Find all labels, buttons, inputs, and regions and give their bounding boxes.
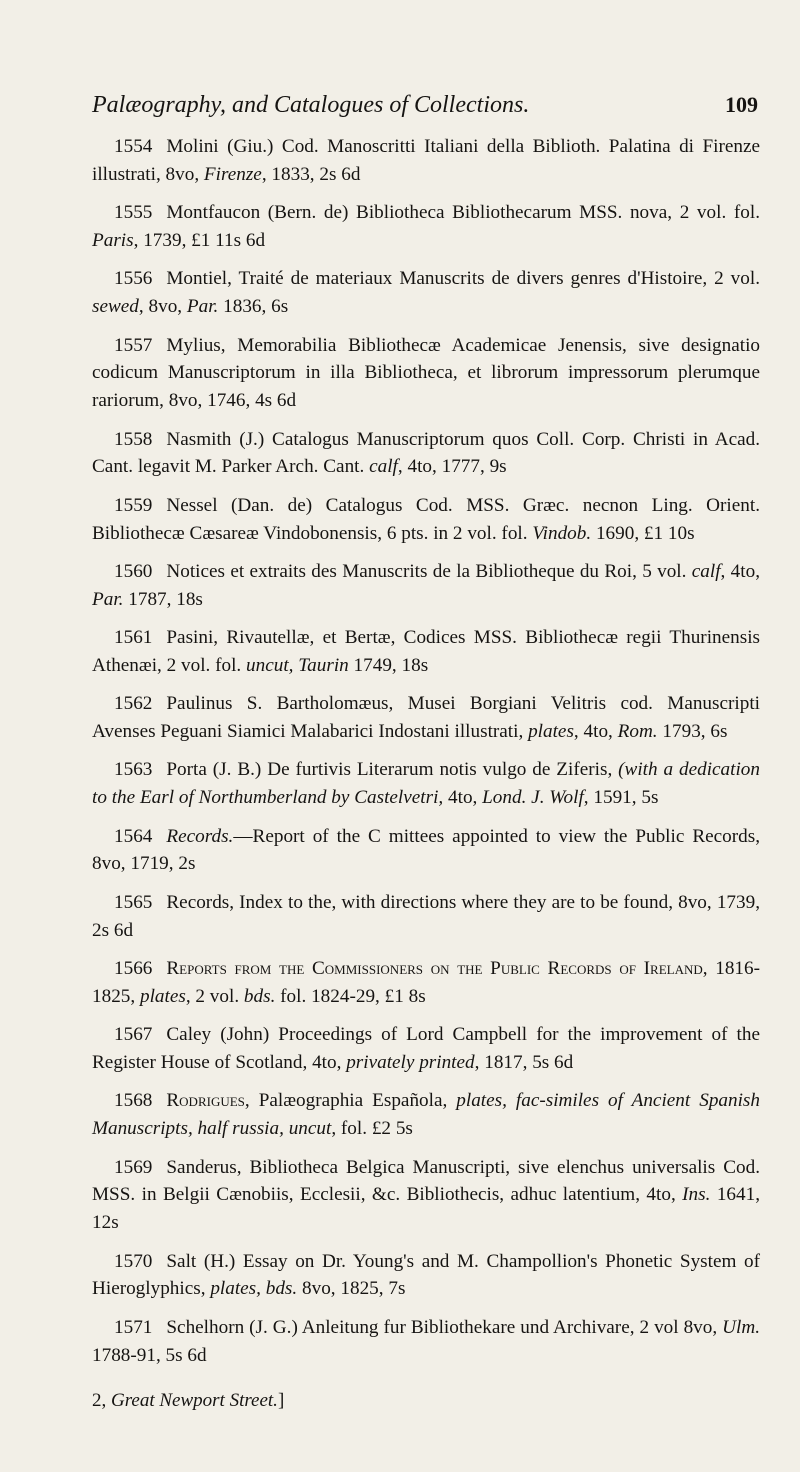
catalogue-entry xyxy=(92,690,760,746)
entry-text: , 4to, xyxy=(720,560,760,582)
catalogue-entry xyxy=(92,1154,760,1237)
entry-italic-text: Rom. xyxy=(617,721,658,743)
entry-text: 1787, 18s xyxy=(123,588,203,610)
address-number: 2, xyxy=(92,1390,111,1412)
entry-number: 1560 xyxy=(114,560,153,582)
entry-number: 1563 xyxy=(114,759,153,781)
entry-italic-text: plates, bds. xyxy=(210,1278,298,1300)
entry-italic-text: (with a dedication to the Earl of Northumberland by Castelvetri, xyxy=(92,759,760,809)
entry-text: , 4to, xyxy=(573,721,618,743)
entry-text: Pasini, Rivautellæ, et Bertæ, Codices MSS. Bibliothecæ regii Thurinensis Athenæi, 2 vol. fol. xyxy=(92,627,760,676)
entry-text: , 2 vol. xyxy=(185,985,244,1007)
catalogue-entry xyxy=(92,558,760,614)
catalogue-entry xyxy=(92,199,760,255)
entry-text: 1788-91, 5s 6d xyxy=(92,1344,207,1366)
entry-text: 4to, xyxy=(443,787,483,809)
catalogue-entry xyxy=(92,624,760,680)
entry-italic-text: Par. xyxy=(92,588,124,610)
entry-text: 1641, 12s xyxy=(92,1184,760,1234)
entry-number: 1555 xyxy=(114,202,153,224)
entry-italic-text: calf xyxy=(691,560,721,582)
entry-text: Montiel, Traité de materiaux Manuscrits de divers genres d'Histoire, 2 vol. xyxy=(166,268,760,290)
entry-number: 1556 xyxy=(114,268,153,290)
entry-number: 1567 xyxy=(114,1024,153,1046)
entry-text: 8vo, 1825, 7s xyxy=(297,1278,406,1300)
entry-number: 1569 xyxy=(114,1156,153,1178)
entry-text: Nessel (Dan. de) Catalogus Cod. MSS. Græc. necnon Ling. Orient. Bibliothecæ Cæsareæ Vindobonensis, 6 pts. in 2 vol. fol. xyxy=(92,494,760,544)
entry-text: , fol. £2 5s xyxy=(331,1118,413,1140)
catalogue-entry xyxy=(92,265,760,321)
entry-text: , 8vo, xyxy=(138,296,187,318)
entry-text: fol. 1824-29, £1 8s xyxy=(275,985,426,1007)
entry-text: Paulinus S. Bartholomæus, Musei Borgiani Velitris cod. Manuscripti Avenses Peguani Siamici Malabarici Indostani illustrati, xyxy=(92,693,760,743)
entry-italic-text: Ulm. xyxy=(722,1316,760,1338)
catalogue-entry xyxy=(92,133,760,189)
catalogue-entry xyxy=(92,426,760,482)
catalogue-entry xyxy=(92,955,760,1011)
entry-number: 1571 xyxy=(114,1316,153,1338)
catalogue-entry xyxy=(92,1248,760,1304)
catalogue-entry xyxy=(92,889,760,945)
entry-italic-text: Records. xyxy=(166,825,234,847)
entry-text: Nasmith (J.) Catalogus Manuscriptorum quos Coll. Corp. Christi in Acad. Cant. legavit M. Parker Arch. Cant. xyxy=(92,428,760,478)
entry-text: , 1739, £1 11s 6d xyxy=(133,229,266,251)
entry-text: Molini (Giu.) Cod. Manoscritti Italiani della Biblioth. Palatina di Firenze illustrati, 8vo, xyxy=(92,136,760,185)
entry-number: 1564 xyxy=(114,825,153,847)
catalogue-entry xyxy=(92,1021,760,1077)
entry-number: 1570 xyxy=(114,1250,153,1272)
entry-smallcaps-text: Rodrigues xyxy=(166,1090,245,1112)
entry-text: 1749, 18s xyxy=(348,654,429,676)
entry-text: , 1591, 5s xyxy=(583,787,659,809)
entry-text: Porta (J. B.) De furtivis Literarum notis vulgo de Ziferis, xyxy=(166,759,619,781)
catalogue-entry xyxy=(92,1087,760,1143)
entry-text: Caley (John) Proceedings of Lord Campbell for the improvement of the Register House of Scotland, 4to, xyxy=(92,1024,760,1074)
entry-italic-text: plates xyxy=(139,985,186,1007)
catalogue-entry xyxy=(92,492,760,548)
entry-italic-text: calf xyxy=(369,456,398,478)
entry-italic-text: plates, fac-similes of Ancient Spanish Manuscripts, half russia, uncut xyxy=(92,1090,760,1140)
entry-italic-text: plates xyxy=(528,721,574,743)
entry-number: 1566 xyxy=(114,958,153,980)
entry-italic-text: Paris xyxy=(92,229,134,251)
entry-number: 1562 xyxy=(114,693,153,715)
catalogue-entry xyxy=(92,756,760,812)
entry-number: 1554 xyxy=(114,136,153,157)
catalogue-entry xyxy=(92,1314,760,1370)
entry-number: 1559 xyxy=(114,494,153,516)
entry-italic-text: Firenze xyxy=(203,163,262,185)
entry-number: 1557 xyxy=(114,334,153,356)
entry-smallcaps-text: Reports from the Commissioners on the Public Records of Ireland xyxy=(166,958,703,980)
publisher-address xyxy=(92,1387,760,1415)
entry-text: , 1833, 2s 6d xyxy=(261,163,361,185)
entry-number: 1565 xyxy=(114,891,153,913)
page-title: Palæography, and Catalogues of Collections. xyxy=(92,92,530,118)
entry-text: Schelhorn (J. G.) Anleitung fur Bibliothekare und Archivare, 2 vol 8vo, xyxy=(166,1316,723,1338)
entry-italic-text: uncut, Taurin xyxy=(246,654,349,676)
entry-italic-text: Par. xyxy=(186,296,219,318)
entry-italic-text: sewed xyxy=(92,296,139,318)
address-bracket: ] xyxy=(277,1390,285,1412)
entry-text: Notices et extraits des Manuscrits de la Bibliotheque du Roi, 5 vol. xyxy=(166,560,692,582)
entry-text: Montfaucon (Bern. de) Bibliotheca Bibliothecarum MSS. nova, 2 vol. fol. xyxy=(166,202,760,224)
entry-italic-text: Ins. xyxy=(682,1184,711,1206)
entry-text: , 1816-1825, xyxy=(92,958,761,1007)
catalogue-entries xyxy=(92,133,760,1369)
entry-text: , Palæographia Española, xyxy=(244,1090,457,1112)
entry-text: Records, Index to the, with directions where they are to be found, 8vo, 1739, 2s 6d xyxy=(92,891,760,941)
entry-text: Salt (H.) Essay on Dr. Young's and M. Champollion's Phonetic System of Hieroglyphics, xyxy=(92,1250,760,1300)
entry-text: —Report of the C mittees appointed to view the Public Records, 8vo, 1719, 2s xyxy=(92,825,760,875)
entry-text: 1793, 6s xyxy=(657,721,728,743)
entry-italic-text: bds. xyxy=(243,985,276,1007)
entry-text: Mylius, Memorabilia Bibliothecæ Academicae Jenensis, sive designatio codicum Manuscriptorum in illa Bibliotheca, et librorum impressorum plerumque rariorum, 8vo, 1746, 4s 6d xyxy=(92,334,760,412)
entry-text: , 1817, 5s 6d xyxy=(474,1052,574,1074)
entry-text: 1836, 6s xyxy=(218,296,289,318)
running-head xyxy=(92,92,760,119)
entry-italic-text: privately printed xyxy=(346,1052,475,1074)
page-number: 109 xyxy=(725,92,758,117)
entry-number: 1568 xyxy=(114,1090,153,1112)
entry-text: , 4to, 1777, 9s xyxy=(397,456,507,478)
entry-number: 1558 xyxy=(114,428,153,450)
entry-italic-text: Vindob. xyxy=(532,522,592,544)
entry-text: 1690, £1 10s xyxy=(591,522,695,544)
entry-number: 1561 xyxy=(114,627,153,649)
address-street: Great Newport Street. xyxy=(111,1390,278,1412)
catalogue-entry xyxy=(92,332,760,415)
entry-text: Sanderus, Bibliotheca Belgica Manuscripti, sive elenchus universalis Cod. MSS. in Belgii Cænobiis, Ecclesii, &c. Bibliothecis, adhuc latentium, 4to, xyxy=(92,1156,760,1206)
entry-italic-text: Lond. J. Wolf xyxy=(482,787,584,809)
catalogue-entry xyxy=(92,823,760,879)
